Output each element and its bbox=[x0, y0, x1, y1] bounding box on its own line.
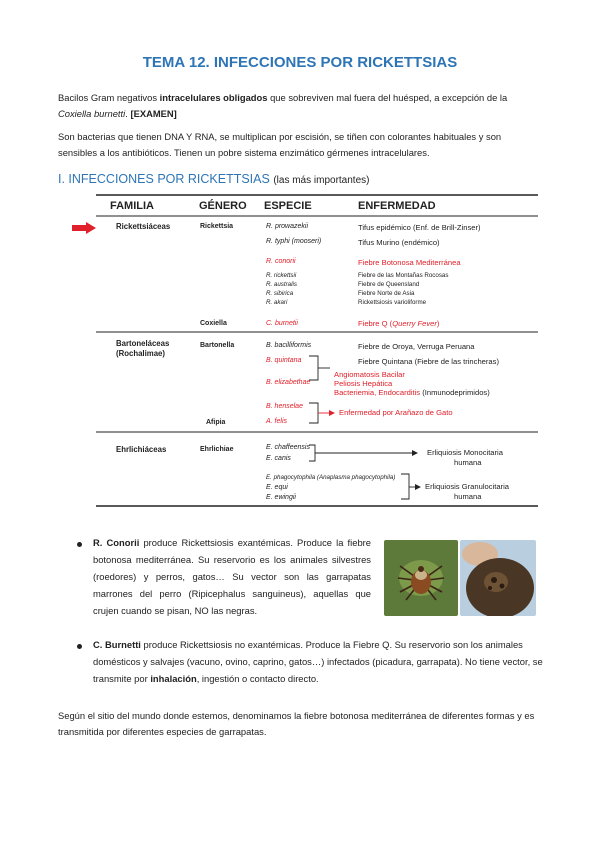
disease-erliquiosis-monocitaria: Erliquiosis Monocitaria bbox=[427, 448, 503, 457]
rickettsia-table bbox=[96, 192, 538, 510]
genus-bartonella: Bartonella bbox=[200, 342, 235, 349]
intro-paragraph-1: Bacilos Gram negativos intracelulares obligados que sobreviven mal fuera del huésped, a excepción de la Coxiella burnetti. [EXAMEN] bbox=[58, 92, 508, 119]
species-ewingii: E. ewingii bbox=[266, 494, 296, 501]
disease-tifus-epidemico: Tifus epidémico (Enf. de Brill-Zinser) bbox=[358, 223, 481, 232]
family-ehrlichiaceas: Ehrlichiáceas bbox=[116, 445, 167, 454]
intro-paragraph-2: Son bacterias que tienen DNA Y RNA, se multiplican por escisión, se tiñen con colorantes habituales y son sensibles a los antibióticos. Tienen un pobre sistema enzimático gérmenes intracelulares. bbox=[58, 131, 502, 158]
species-henselae: B. henselae bbox=[266, 403, 303, 410]
species-typhi: R. typhi (mooseri) bbox=[266, 238, 322, 245]
family-bartonelaceas: Bartoneláceas bbox=[116, 339, 170, 348]
header-enfermedad: ENFERMEDAD bbox=[358, 200, 436, 212]
disease-peliosis: Peliosis Hepática bbox=[334, 379, 393, 388]
disease-fiebre-botonosa: Fiebre Botonosa Mediterránea bbox=[358, 258, 461, 267]
species-conorii: R. conorii bbox=[266, 258, 296, 265]
pointer-arrow-icon bbox=[72, 222, 96, 234]
tick-image bbox=[384, 540, 458, 616]
disease-fiebre-q: Fiebre Q (Querry Fever) bbox=[358, 319, 440, 328]
species-equi: E. equi bbox=[266, 484, 288, 491]
disease-aranazo-gato: Enfermedad por Arañazo de Gato bbox=[339, 408, 453, 417]
bullet-dot bbox=[77, 644, 82, 649]
disease-norte-asia: Fiebre Norte de Asia bbox=[358, 290, 415, 297]
header-genero: GÉNERO bbox=[199, 200, 247, 212]
bullet-r-conorii: R. Conorii produce Rickettsiosis exantémicas. Produce la fiebre botonosa mediterránea. Su reservorio es los animales silvestres (roedores) y perros, gatos… Su vector son las garrapatas marrones del perro (Ripicephalus sanguineus), aquellas que crujen cuando se pisan, NO las negras. bbox=[93, 537, 371, 616]
tick-photo bbox=[384, 540, 458, 616]
species-australis: R. australis bbox=[266, 281, 297, 288]
disease-oroya: Fiebre de Oroya, Verruga Peruana bbox=[358, 342, 475, 351]
species-canis: E. canis bbox=[266, 455, 291, 462]
family-rochalimae: (Rochalimae) bbox=[116, 349, 165, 358]
closing-paragraph: Según el sitio del mundo donde estemos, denominamos la fiebre botonosa mediterránea de diferentes formas y es transmitida por diferentes especies de garrapatas. bbox=[58, 710, 535, 737]
disease-montanas-rocosas: Fiebre de las Montañas Rocosas bbox=[358, 272, 449, 279]
genus-ehrlichiae: Ehrlichiae bbox=[200, 446, 234, 453]
bullet-dot bbox=[77, 542, 82, 547]
disease-varioliforme: Rickettsiosis varioliforme bbox=[358, 299, 427, 306]
dog-ear-photo bbox=[460, 540, 536, 616]
page-title: TEMA 12. INFECCIONES POR RICKETTSIAS bbox=[142, 54, 458, 71]
species-sibirica: R. sibirica bbox=[266, 290, 294, 297]
disease-bacteriemia: Bacteriemia, Endocarditis (Inmunodeprimidos) bbox=[334, 388, 490, 397]
disease-tifus-murino: Tifus Murino (endémico) bbox=[358, 238, 440, 247]
species-phagocytophila: E. phagocytophila (Anaplasma phagocytophila) bbox=[266, 474, 396, 481]
genus-coxiella: Coxiella bbox=[200, 320, 227, 327]
disease-erliquiosis-granulocitaria: Erliquiosis Granulocitaria bbox=[425, 482, 509, 491]
disease-monocitaria-humana: humana bbox=[454, 458, 482, 467]
disease-fiebre-quintana: Fiebre Quintana (Fiebre de las trincheras) bbox=[358, 357, 499, 366]
species-elizabethae: B. elizabethae bbox=[266, 379, 311, 386]
header-familia: FAMILIA bbox=[110, 200, 154, 212]
species-quintana: B. quintana bbox=[266, 357, 302, 364]
bullet-c-burnetti: C. Burnetti produce Rickettsiosis no exantémicas. Produce la Fiebre Q. Su reservorio son los animales domésticos y salvajes (vacuno, ovino, caprino, gatos…) infectados (picadura, garrapata). No tiene vector, se transmite por inhalación, ingestión o contacto directo. bbox=[93, 639, 543, 684]
species-bacilliformis: B. bacilliformis bbox=[266, 342, 312, 349]
species-prowazekii: R. prowazekii bbox=[266, 223, 309, 230]
species-felis: A. felis bbox=[266, 418, 288, 425]
section-heading: I. INFECCIONES POR RICKETTSIAS (las más importantes) bbox=[58, 172, 370, 186]
disease-queensland: Fiebre de Queensland bbox=[358, 281, 420, 288]
genus-afipia: Afipia bbox=[206, 419, 226, 426]
species-burnetii: C. burnetii bbox=[266, 320, 298, 327]
header-especie: ESPECIE bbox=[264, 200, 312, 212]
dog-ear-image bbox=[460, 540, 536, 616]
species-chaffeensis: E. chaffeensis bbox=[266, 444, 310, 451]
family-rickettsiaceas: Rickettsiáceas bbox=[116, 222, 171, 231]
disease-granulocitaria-humana: humana bbox=[454, 492, 482, 501]
species-akari: R. akari bbox=[266, 299, 288, 306]
genus-rickettsia: Rickettsia bbox=[200, 223, 234, 230]
species-rickettsii: R. rickettsii bbox=[266, 272, 297, 279]
disease-angiomatosis: Angiomatosis Bacilar bbox=[334, 370, 405, 379]
